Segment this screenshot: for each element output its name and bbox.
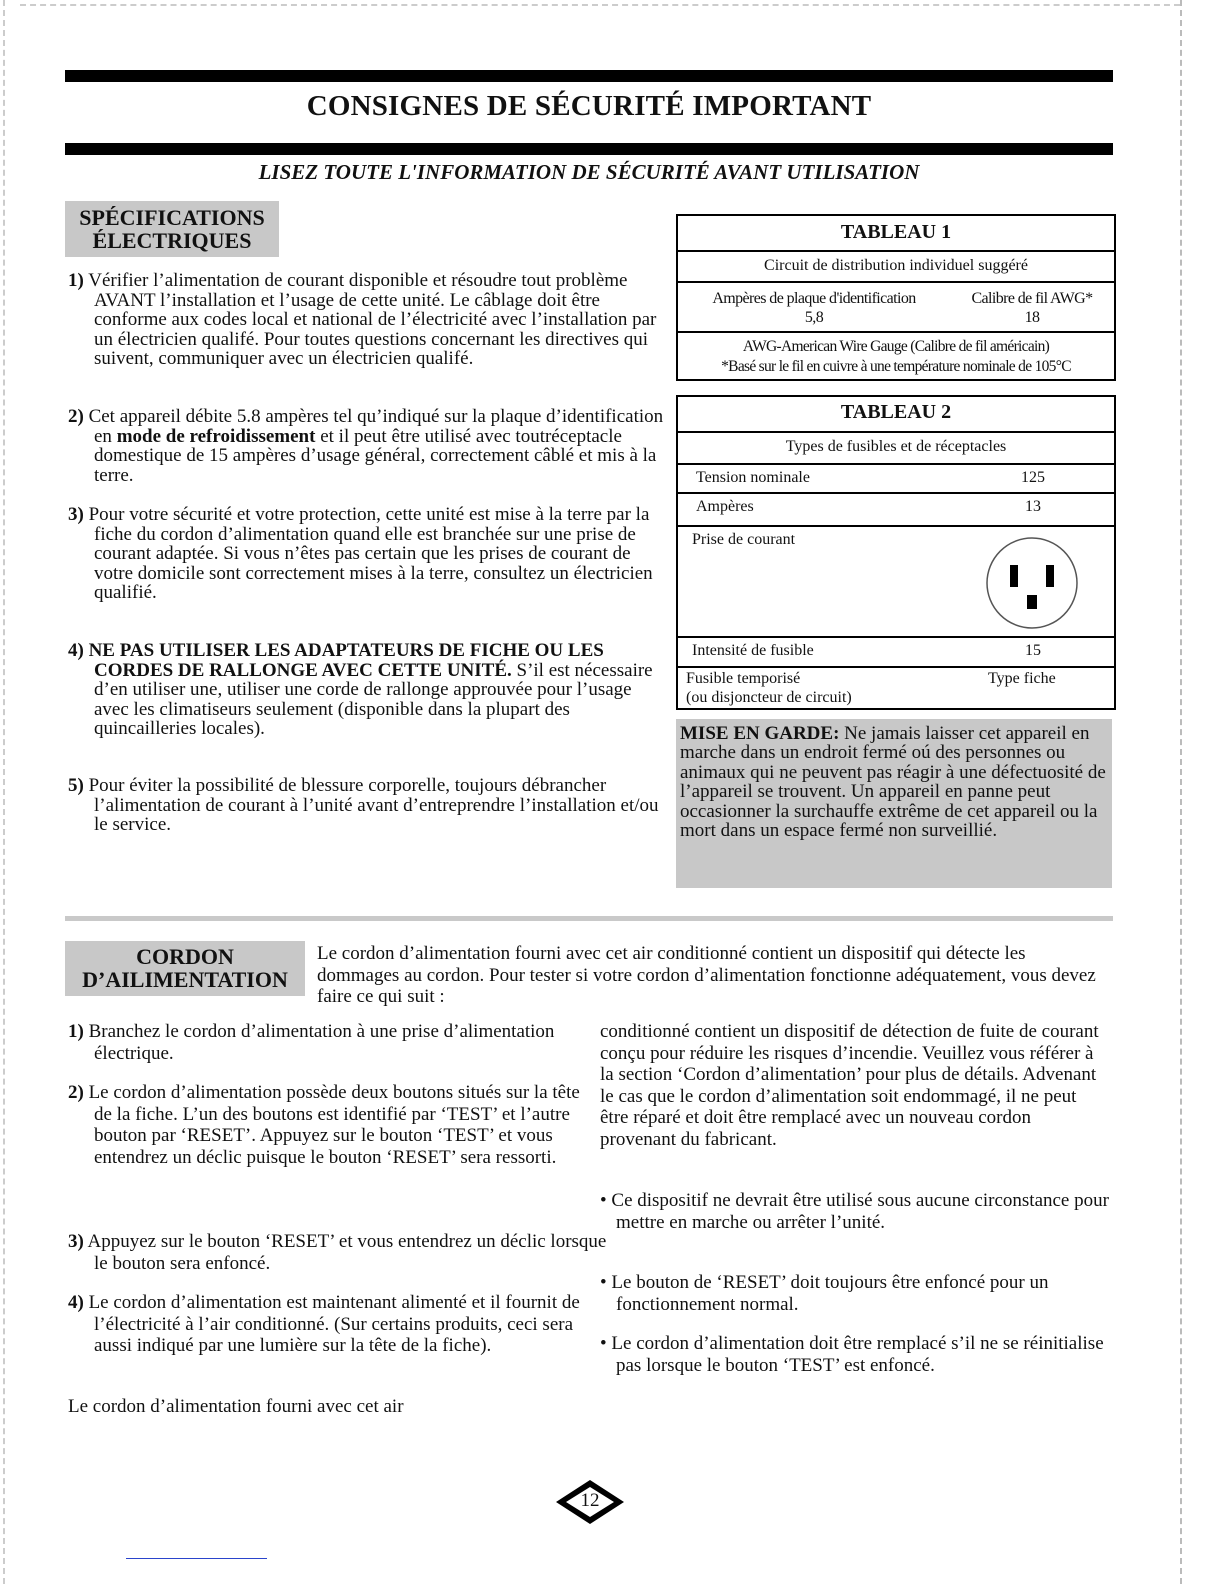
caution-box xyxy=(676,719,1112,888)
table-1-title: TABLEAU 1 xyxy=(678,216,1114,252)
cordon-label-line2: D’AILIMENTATION xyxy=(82,967,288,992)
table-2-label: (ou disjoncteur de circuit) xyxy=(686,689,852,706)
table-2-row-time xyxy=(678,668,1114,708)
cordon-item-number: 4) xyxy=(68,1292,84,1313)
cordon-item-number: 1) xyxy=(68,1021,84,1042)
spec-item-3 xyxy=(68,505,664,603)
page-border-right xyxy=(1180,0,1182,1584)
footer-line xyxy=(126,1558,267,1559)
cordon-item-text: Le cordon d’alimentation est maintenant alimenté et il fournit de l’électricité à l’air conditionné. (Sur certains produits, ceci sera aussi indiqué par une lumière sur la tête de la fiche). xyxy=(88,1292,580,1356)
cordon-intro: Le cordon d’alimentation fourni avec cet air conditionné contient un dispositif qui détecte les dommages au cordon. Pour tester si votre cordon d’alimentation fonctionne adéquatement, vous devez faire ce qui suit : xyxy=(317,943,1096,1007)
spec-item-5 xyxy=(68,776,664,835)
table-1-col2 xyxy=(954,289,1110,327)
spec-item-4 xyxy=(68,641,664,739)
table-1-col2-value: 18 xyxy=(1024,309,1040,326)
cordon-item-text: Branchez le cordon d’alimentation à une prise d’alimentation électrique. xyxy=(88,1021,555,1064)
table-2-value: Type fiche xyxy=(988,670,1056,687)
header-bar-top xyxy=(65,70,1113,82)
spec-item-number: 5) xyxy=(68,775,84,796)
spec-item-bold: mode de refroidissement xyxy=(116,425,316,447)
table-2-label: Prise de courant xyxy=(692,531,796,548)
table-1-note-2: *Basé sur le fil en cuivre à une température nominale de 105°C xyxy=(721,358,1071,375)
cordon-item-text: Appuyez sur le bouton ‘RESET’ et vous entendrez un déclic lorsque le bouton sera enfoncé. xyxy=(87,1231,607,1274)
cordon-right-text: conditionné contient un dispositif de détection de fuite de courant conçu pour réduire les risques d’incendie. Veuillez vous référer à la section ‘Cordon d’alimentation’ pour plus de détails. Advenant le cas que le cordon d’alimentation soit endommagé, il ne peut être réparé et doit être remplacé avec un nouveau cordon provenant du fabricant. xyxy=(600,1021,1099,1150)
spec-item-number: 2) xyxy=(68,406,84,427)
spec-item-number: 1) xyxy=(68,270,84,291)
table-1-col2-label: Calibre de fil AWG* xyxy=(971,290,1093,307)
table-2-label: Intensité de fusible xyxy=(692,642,814,659)
page-border-top xyxy=(20,4,1180,6)
spec-label-line1: SPÉCIFICATIONS xyxy=(79,205,265,230)
cordon-item-number: 2) xyxy=(68,1082,84,1103)
spec-item-text: S’il est nécessaire d’en utiliser une, utiliser une corde de rallonge approuvée pour l’usage avec les climatiseurs seulement (disponible dans la plupart des quincailleries locales). xyxy=(94,659,653,739)
cordon-item-1 xyxy=(68,1021,594,1064)
header-bar-bottom xyxy=(65,143,1113,155)
table-2-row-voltage xyxy=(678,465,1114,494)
page-subtitle: LISEZ TOUTE L'INFORMATION DE SÉCURITÉ AVANT UTILISATION xyxy=(258,160,920,184)
table-2-title: TABLEAU 2 xyxy=(678,397,1114,433)
caution-heading: MISE EN GARDE: xyxy=(680,723,840,744)
spec-item-text: Cet appareil débite 5.8 ampères tel qu’indiqué sur la plaque d’identification en xyxy=(88,406,664,447)
table-1-note-1: AWG-American Wire Gauge (Calibre de fil américain) xyxy=(742,338,1050,355)
table-2-value: 13 xyxy=(1025,498,1041,515)
spec-item-2 xyxy=(68,407,664,485)
cordon-section-label xyxy=(65,941,305,996)
cordon-item-number: 3) xyxy=(68,1231,84,1252)
cordon-item-text: Le cordon d’alimentation possède deux boutons situés sur la tête de la fiche. L’un des boutons est identifié par ‘TEST’ et l’autre bouton par ‘RESET’. Appuyez sur le bouton ‘TEST’ et vous entendrez un déclic puisque le bouton ‘RESET’ sera ressorti. xyxy=(88,1082,580,1168)
table-1-col1-value: 5,8 xyxy=(804,309,824,326)
table-2-row-fuse xyxy=(678,638,1114,668)
spec-item-bold: NE PAS UTILISER LES ADAPTATEURS DE FICHE OU LES CORDES DE RALLONGE AVEC CETTE UNITÉ. xyxy=(88,640,604,681)
spec-item-text: et il peut être utilisé avec toutréceptacle domestique de 15 ampères d’usage général, correctement câblé et mis à la terre. xyxy=(94,425,657,486)
table-1 xyxy=(676,214,1116,381)
spec-item-1 xyxy=(68,271,664,369)
cordon-tail-text: Le cordon d’alimentation fourni avec cet air xyxy=(68,1396,404,1417)
page-number-badge xyxy=(554,1478,626,1526)
cordon-item-4 xyxy=(68,1292,614,1357)
cordon-item-3 xyxy=(68,1231,614,1274)
spec-item-number: 4) xyxy=(68,640,84,661)
table-2-label: Tension nominale xyxy=(696,469,810,486)
cordon-label-line1: CORDON xyxy=(136,944,234,969)
table-1-subtitle: Circuit de distribution individuel suggéré xyxy=(678,252,1114,283)
page-border-left xyxy=(3,0,5,1584)
spec-item-text: Pour votre sécurité et votre protection, cette unité est mise à la terre par la fiche du cordon d’alimentation quand elle est branchée sur une prise de courant adaptée. Si vous n’êtes pas certain que les prises de courant de votre domicile sont correctement mises à la terre, consultez un électricien qualifié. xyxy=(88,504,653,603)
cordon-item-2 xyxy=(68,1082,594,1168)
table-1-col1 xyxy=(682,289,946,327)
table-2 xyxy=(676,395,1116,710)
spec-item-text: Vérifier l’alimentation de courant disponible et résoudre tout problème AVANT l’installation et l’usage de cette unité. Le câblage doit être conforme aux codes local et national de l’électricité avec l’installation par un électricien qualifé. Pour toutes questions concernant les directives qui suivent, communiquer avec un électricien qualifé. xyxy=(88,270,657,369)
table-2-subtitle: Types de fusibles et de réceptacles xyxy=(678,433,1114,465)
caution-text: Ne jamais laisser cet appareil en marche dans un endroit fermé oú des personnes ou animaux qui ne peuvent pas réagir à une défectuosité de l’appareil se trouvent. Un appareil en panne peut occasionner la surchauffe extrême de cet appareil ou la mort dans un espace fermé non surveillié. xyxy=(680,723,1106,842)
table-2-time-labels xyxy=(686,669,852,707)
table-2-value: 125 xyxy=(1021,469,1045,486)
section-divider xyxy=(65,916,1113,921)
table-2-value: 15 xyxy=(1025,642,1041,659)
table-2-label: Ampères xyxy=(696,498,754,515)
page-number: 12 xyxy=(580,1490,600,1511)
cordon-bullet: • Le bouton de ‘RESET’ doit toujours être enfoncé pour un fonctionnement normal. xyxy=(600,1272,1049,1315)
page-title: CONSIGNES DE SÉCURITÉ IMPORTANT xyxy=(306,90,872,122)
cordon-bullet: • Le cordon d’alimentation doit être remplacé s’il ne se réinitialise pas lorsque le bouton ‘TEST’ est enfoncé. xyxy=(600,1333,1104,1376)
table-2-row-amperes xyxy=(678,494,1114,527)
outlet-icon xyxy=(984,535,1080,631)
table-2-row-outlet xyxy=(678,527,1114,638)
cordon-bullet: • Ce dispositif ne devrait être utilisé sous aucune circonstance pour mettre en marche ou arrêter l’unité. xyxy=(600,1190,1109,1233)
table-2-label: Fusible temporisé xyxy=(686,670,801,687)
spec-label-line2: ÉLECTRIQUES xyxy=(92,228,252,253)
spec-item-text: Pour éviter la possibilité de blessure corporelle, toujours débrancher l’alimentation de courant à l’unité avant d’entreprendre l’installation et/ou le service. xyxy=(88,775,659,835)
spec-item-number: 3) xyxy=(68,504,84,525)
spec-section-label xyxy=(65,201,279,257)
table-1-col1-label: Ampères de plaque d'identification xyxy=(712,290,916,307)
table-1-values-row xyxy=(678,283,1114,333)
table-1-notes xyxy=(678,333,1114,379)
